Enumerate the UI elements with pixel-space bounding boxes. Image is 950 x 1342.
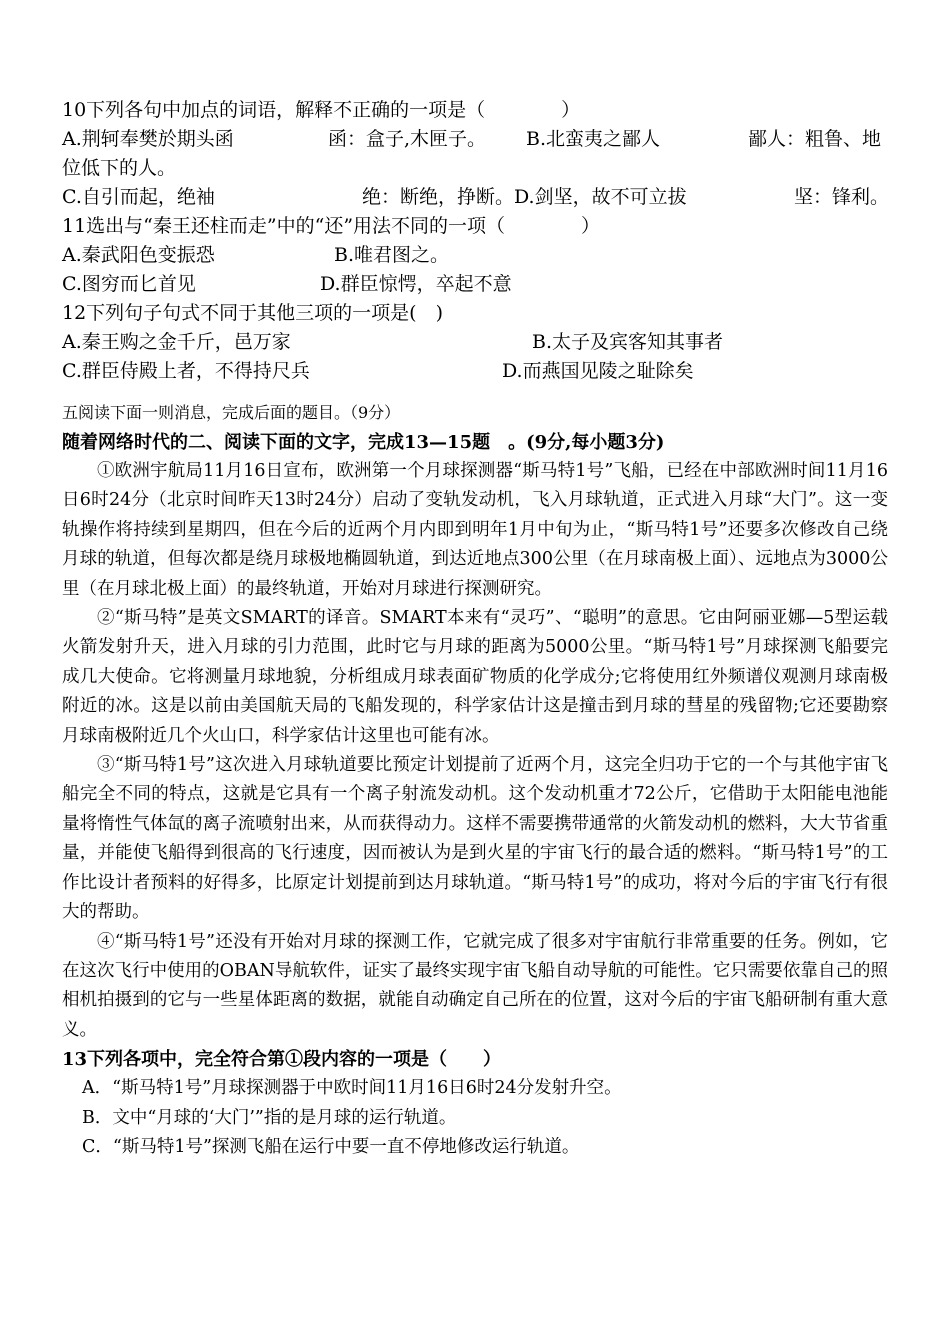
- q13-option-c: C．“斯马特1号”探测飞船在运行中要一直不停地修改运行轨道。: [82, 1136, 580, 1157]
- q11-option-c: C.图穷而匕首见: [62, 273, 196, 295]
- passage-paragraph-2: ②“斯马特”是英文SMART的译音。SMART本来有“灵巧”、“聪明”的意思。它由阿丽亚娜—5型运载火箭发射升天，进入月球的引力范围，此时它与月球的距离为5000公里。“斯马特1号”月球探测飞船要完成几大使命。它将测量月球地貌，分析组成月球表面矿物质的化学成分;它将使用红外频谱仪观测月球南极附近的冰。这是以前由美国航天局的飞船发现的，科学家估计这是撞击到月球的彗星的残留物;它还要勘察月球南极附近几个火山口，科学家估计这里也可能有冰。: [62, 608, 888, 746]
- q11-option-d: D.群臣惊愕，卒起不意: [320, 273, 512, 295]
- q12-option-b: B.太子及宾客知其事者: [532, 331, 724, 353]
- q11-options-ab: [62, 241, 888, 270]
- q11-option-b: B.唯君图之。: [334, 244, 450, 266]
- q10-option-b: B.北蛮夷之鄙人: [526, 128, 661, 150]
- exam-page: [62, 96, 888, 1162]
- q10-option-b-gloss: 鄙人：粗鲁、地: [748, 128, 882, 150]
- q13-option-a: A．“斯马特1号”月球探测器于中欧时间11月16日6时24分发射升空。: [82, 1078, 622, 1099]
- section-two-heading: 随着网络时代的二、阅读下面的文字，完成13—15题 。(9分,每小题3分): [62, 432, 665, 453]
- q12-option-c: C.群臣侍殿上者，不得持尺兵: [62, 360, 310, 382]
- q12-options-ab: [62, 328, 888, 357]
- section-five-heading: 五阅读下面一则消息，完成后面的题目。（9分）: [62, 403, 401, 422]
- q10-options-ab: [62, 125, 888, 154]
- q11-option-a: A.秦武阳色变振恐: [62, 244, 215, 266]
- q11-stem: 11选出与“秦王还柱而走”中的“还”用法不同的一项（ ）: [62, 215, 601, 237]
- q10-option-b-cont: 位低下的人。: [62, 157, 177, 179]
- passage-paragraph-1: ①欧洲宇航局11月16日宣布，欧洲第一个月球探测器“斯马特1号”飞船，已经在中部欧洲时间11月16日6时24分（北京时间昨天13时24分）启动了变轨发动机，飞入月球轨道，正式进入月球“大门”。这一变轨操作将持续到星期四，但在今后的近两个月内即到明年1月中旬为止，“斯马特1号”还要多次修改自己绕月球的轨道，但每次都是绕月球极地椭圆轨道，到达近地点300公里（在月球南极上面）、远地点为3000公里（在月球北极上面）的最终轨道，开始对月球进行探测研究。: [62, 461, 888, 599]
- q10-option-c-gloss-d: 绝：断绝，挣断。D.剑坚，故不可立拔: [362, 186, 687, 208]
- q10-option-a-gloss: 函：盒子,木匣子。: [328, 128, 487, 150]
- q12-option-a: A.秦王购之金千斤，邑万家: [62, 331, 291, 353]
- q13-stem: 13下列各项中，完全符合第①段内容的一项是（ ）: [62, 1049, 502, 1071]
- q10-option-c: C.自引而起，绝袖: [62, 186, 215, 208]
- q10-options-cd: [62, 183, 888, 212]
- passage-paragraph-3: ③“斯马特1号”这次进入月球轨道要比预定计划提前了近两个月，这完全归功于它的一个与其他宇宙飞船完全不同的特点，这就是它具有一个离子射流发动机。这个发动机重才72公斤，它借助于太阳能电池能量将惰性气体氙的离子流喷射出来，从而获得动力。这样不需要携带通常的火箭发动机的燃料，大大节省重量，并能使飞船得到很高的飞行速度，因而被认为是到火星的宇宙飞行的最合适的燃料。“斯马特1号”的工作比设计者预料的好得多，比原定计划提前到达月球轨道。“斯马特1号”的成功，将对今后的宇宙飞行有很大的帮助。: [62, 755, 888, 923]
- q13-option-b: B．文中“月球的‘大门’”指的是月球的运行轨道。: [82, 1107, 457, 1128]
- passage-paragraph-4: ④“斯马特1号”还没有开始对月球的探测工作，它就完成了很多对宇宙航行非常重要的任务。例如，它在这次飞行中使用的OBAN导航软件，证实了最终实现宇宙飞船自动导航的可能性。它只需要依靠自己的照相机拍摄到的它与一些星体距离的数据，就能自动确定自己所在的位置，这对今后的宇宙飞船研制有重大意义。: [62, 931, 888, 1040]
- q12-options-cd: [62, 357, 888, 386]
- q12-stem: 12下列句子句式不同于其他三项的一项是( ): [62, 302, 444, 324]
- q10-stem: 10下列各句中加点的词语，解释不正确的一项是（ ）: [62, 99, 581, 121]
- reading-passage: [62, 457, 888, 1045]
- q11-options-cd: [62, 270, 888, 299]
- q10-option-d-gloss: 坚：锋利。: [794, 186, 890, 208]
- q10-option-a: A.荆轲奉樊於期头函: [62, 128, 234, 150]
- q12-option-d: D.而燕国见陵之耻除矣: [502, 360, 694, 382]
